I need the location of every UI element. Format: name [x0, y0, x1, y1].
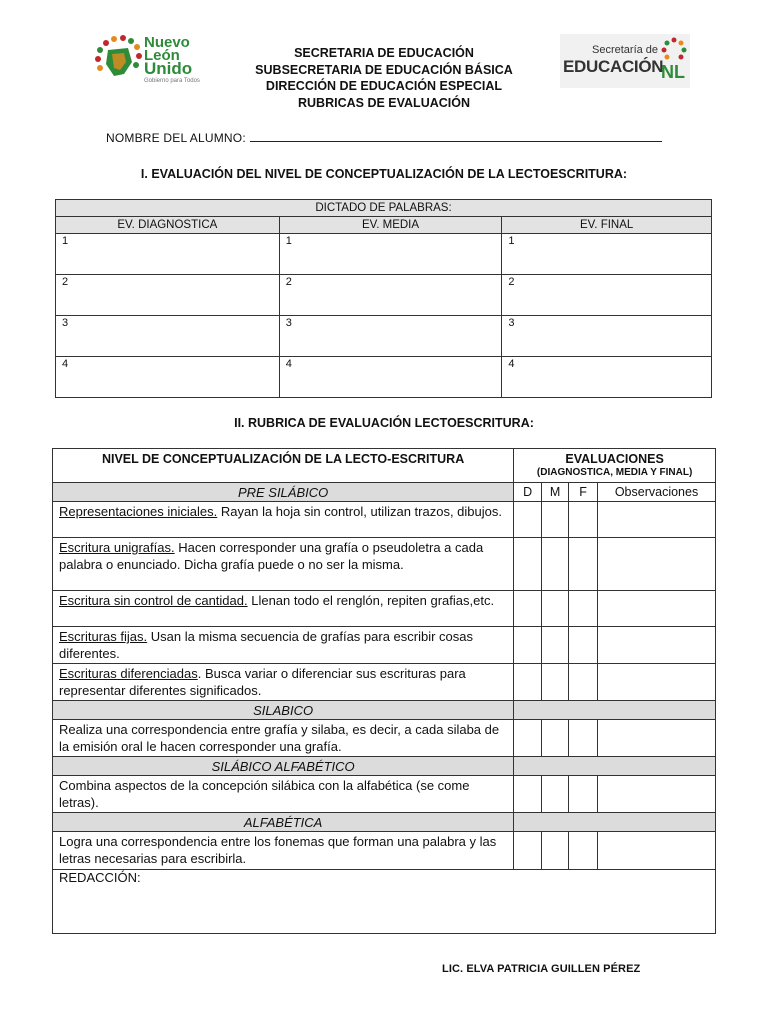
rubric-descriptor: Logra una correspondencia entre los fonemas que forman una palabra y las letras necesarias para escribirla.	[53, 832, 514, 870]
header-line-4: RUBRICAS DE EVALUACIÓN	[298, 95, 470, 110]
rubric-descriptor	[53, 538, 514, 591]
student-name-row	[106, 131, 662, 145]
rubric-text: Llenan todo el renglón, repiten grafias,etc.	[247, 593, 495, 608]
dictation-cell[interactable]: 2	[502, 275, 712, 316]
group-alfabetica: ALFABÉTICA	[53, 813, 514, 832]
score-f[interactable]	[569, 832, 598, 870]
score-d[interactable]	[514, 591, 542, 627]
group-row-fill	[514, 757, 716, 776]
dictation-cell[interactable]: 1	[56, 234, 280, 275]
table-row	[53, 538, 716, 591]
score-m[interactable]	[542, 720, 569, 757]
document-header	[200, 45, 568, 111]
dictation-table-title: DICTADO DE PALABRAS:	[56, 200, 712, 217]
rubric-header-eval-sub: (DIAGNOSTICA, MEDIA Y FINAL)	[536, 467, 693, 478]
score-d[interactable]	[514, 664, 542, 701]
group-silabico: SILABICO	[53, 701, 514, 720]
table-row	[56, 234, 712, 275]
observations-cell[interactable]	[598, 720, 716, 757]
rubric-table	[52, 448, 716, 934]
score-f[interactable]	[569, 502, 598, 538]
rubric-term: Escrituras fijas.	[59, 629, 148, 644]
col-d: D	[514, 483, 542, 502]
table-row	[53, 627, 716, 664]
score-d[interactable]	[514, 502, 542, 538]
group-row-fill	[514, 701, 716, 720]
score-m[interactable]	[542, 776, 569, 813]
rubric-header-level: NIVEL DE CONCEPTUALIZACIÓN DE LA LECTO-ESCRITURA	[53, 449, 514, 483]
table-row	[53, 832, 716, 870]
rubric-term: Representaciones iniciales.	[59, 504, 218, 519]
col-final: EV. FINAL	[502, 217, 712, 234]
table-row	[53, 776, 716, 813]
rubric-text: Usan la misma secuencia de grafías para escribir cosas diferentes.	[59, 629, 474, 661]
student-name-label: NOMBRE DEL ALUMNO:	[106, 131, 246, 145]
col-media: EV. MEDIA	[279, 217, 502, 234]
table-row	[56, 275, 712, 316]
logo-word-1: Nuevo	[144, 34, 190, 51]
table-row	[56, 357, 712, 398]
score-d[interactable]	[514, 720, 542, 757]
col-observaciones: Observaciones	[598, 483, 716, 502]
score-f[interactable]	[569, 627, 598, 664]
table-row	[53, 720, 716, 757]
secretaria-educacion-logo	[560, 34, 690, 88]
score-f[interactable]	[569, 538, 598, 591]
header-line-1: SECRETARIA DE EDUCACIÓN	[294, 46, 474, 60]
score-f[interactable]	[569, 720, 598, 757]
dictation-cell[interactable]: 3	[56, 316, 280, 357]
sun-ring-icon	[660, 36, 688, 64]
dictation-cell[interactable]: 2	[279, 275, 502, 316]
signature-name: LIC. ELVA PATRICIA GUILLEN PÉREZ	[442, 963, 641, 975]
rubric-descriptor	[53, 627, 514, 664]
table-row	[56, 316, 712, 357]
score-d[interactable]	[514, 538, 542, 591]
dictation-cell[interactable]: 2	[56, 275, 280, 316]
observations-cell[interactable]	[598, 776, 716, 813]
group-pre-silabico: PRE SILÁBICO	[53, 483, 514, 502]
nuevo-leon-logo	[94, 34, 209, 92]
rubric-text: Hacen corresponder una grafía o pseudoletra a cada palabra o enunciado. Dicha grafía puede o no ser la misma.	[59, 540, 484, 572]
logo-tagline: Gobierno para Todos	[144, 78, 200, 84]
logo-word-2: León	[144, 47, 180, 64]
col-m: M	[542, 483, 569, 502]
rubric-term: Escrituras diferenciadas	[59, 666, 198, 681]
score-m[interactable]	[542, 538, 569, 591]
score-m[interactable]	[542, 591, 569, 627]
rubric-text: Rayan la hoja sin control, utilizan trazos, dibujos.	[217, 504, 502, 519]
student-name-line[interactable]	[250, 131, 662, 142]
logo-nl-badge: NL	[661, 62, 685, 82]
observations-cell[interactable]	[598, 664, 716, 701]
rubric-text: . Busca variar o diferenciar sus escrituras para representar diferentes significados.	[59, 666, 466, 698]
rubric-descriptor	[53, 591, 514, 627]
dictation-table	[55, 199, 712, 398]
dictation-cell[interactable]: 3	[279, 316, 502, 357]
observations-cell[interactable]	[598, 627, 716, 664]
score-d[interactable]	[514, 627, 542, 664]
observations-cell[interactable]	[598, 502, 716, 538]
rubric-header-eval-title: EVALUACIONES	[565, 452, 664, 466]
table-row	[53, 591, 716, 627]
logo-word-3: Unido	[144, 59, 193, 78]
table-row	[53, 502, 716, 538]
rubric-header-evaluations	[514, 449, 716, 483]
dictation-cell[interactable]: 4	[279, 357, 502, 398]
dictation-cell[interactable]: 1	[502, 234, 712, 275]
rubric-descriptor: Combina aspectos de la concepción silábica con la alfabética (se come letras).	[53, 776, 514, 813]
score-f[interactable]	[569, 591, 598, 627]
dictation-cell[interactable]: 1	[279, 234, 502, 275]
rubric-descriptor	[53, 502, 514, 538]
observations-cell[interactable]	[598, 832, 716, 870]
header-line-2: SUBSECRETARIA DE EDUCACIÓN BÁSICA	[255, 62, 513, 77]
dictation-cell[interactable]: 4	[56, 357, 280, 398]
col-diagnostica: EV. DIAGNOSTICA	[56, 217, 280, 234]
observations-cell[interactable]	[598, 591, 716, 627]
score-m[interactable]	[542, 627, 569, 664]
rubric-term: Escritura unigrafías.	[59, 540, 175, 555]
group-row-fill	[514, 813, 716, 832]
header-line-3: DIRECCIÓN DE EDUCACIÓN ESPECIAL	[265, 79, 503, 93]
logo-secretaria-text: Secretaría de	[592, 44, 659, 56]
section-2-title: II. RUBRICA DE EVALUACIÓN LECTOESCRITURA:	[234, 416, 534, 430]
rubric-term: Escritura sin control de cantidad.	[59, 593, 248, 608]
observations-cell[interactable]	[598, 538, 716, 591]
col-f: F	[569, 483, 598, 502]
group-silabico-alfabetico: SILÁBICO ALFABÉTICO	[53, 757, 514, 776]
logo-educacion-text: EDUCACIÓN	[563, 57, 664, 76]
score-m[interactable]	[542, 664, 569, 701]
rubric-descriptor: Realiza una correspondencia entre grafía y silaba, es decir, a cada silaba de la emisión oral le hacen corresponder una grafía.	[53, 720, 514, 757]
score-d[interactable]	[514, 776, 542, 813]
score-f[interactable]	[569, 776, 598, 813]
table-row	[53, 664, 716, 701]
dictation-cell[interactable]: 3	[502, 316, 712, 357]
score-m[interactable]	[542, 502, 569, 538]
score-m[interactable]	[542, 832, 569, 870]
redaccion-box[interactable]: REDACCIÓN:	[53, 870, 716, 934]
score-f[interactable]	[569, 664, 598, 701]
rubric-descriptor	[53, 664, 514, 701]
section-1-title: I. EVALUACIÓN DEL NIVEL DE CONCEPTUALIZACIÓN DE LA LECTOESCRITURA:	[140, 167, 628, 181]
dictation-cell[interactable]: 4	[502, 357, 712, 398]
score-d[interactable]	[514, 832, 542, 870]
